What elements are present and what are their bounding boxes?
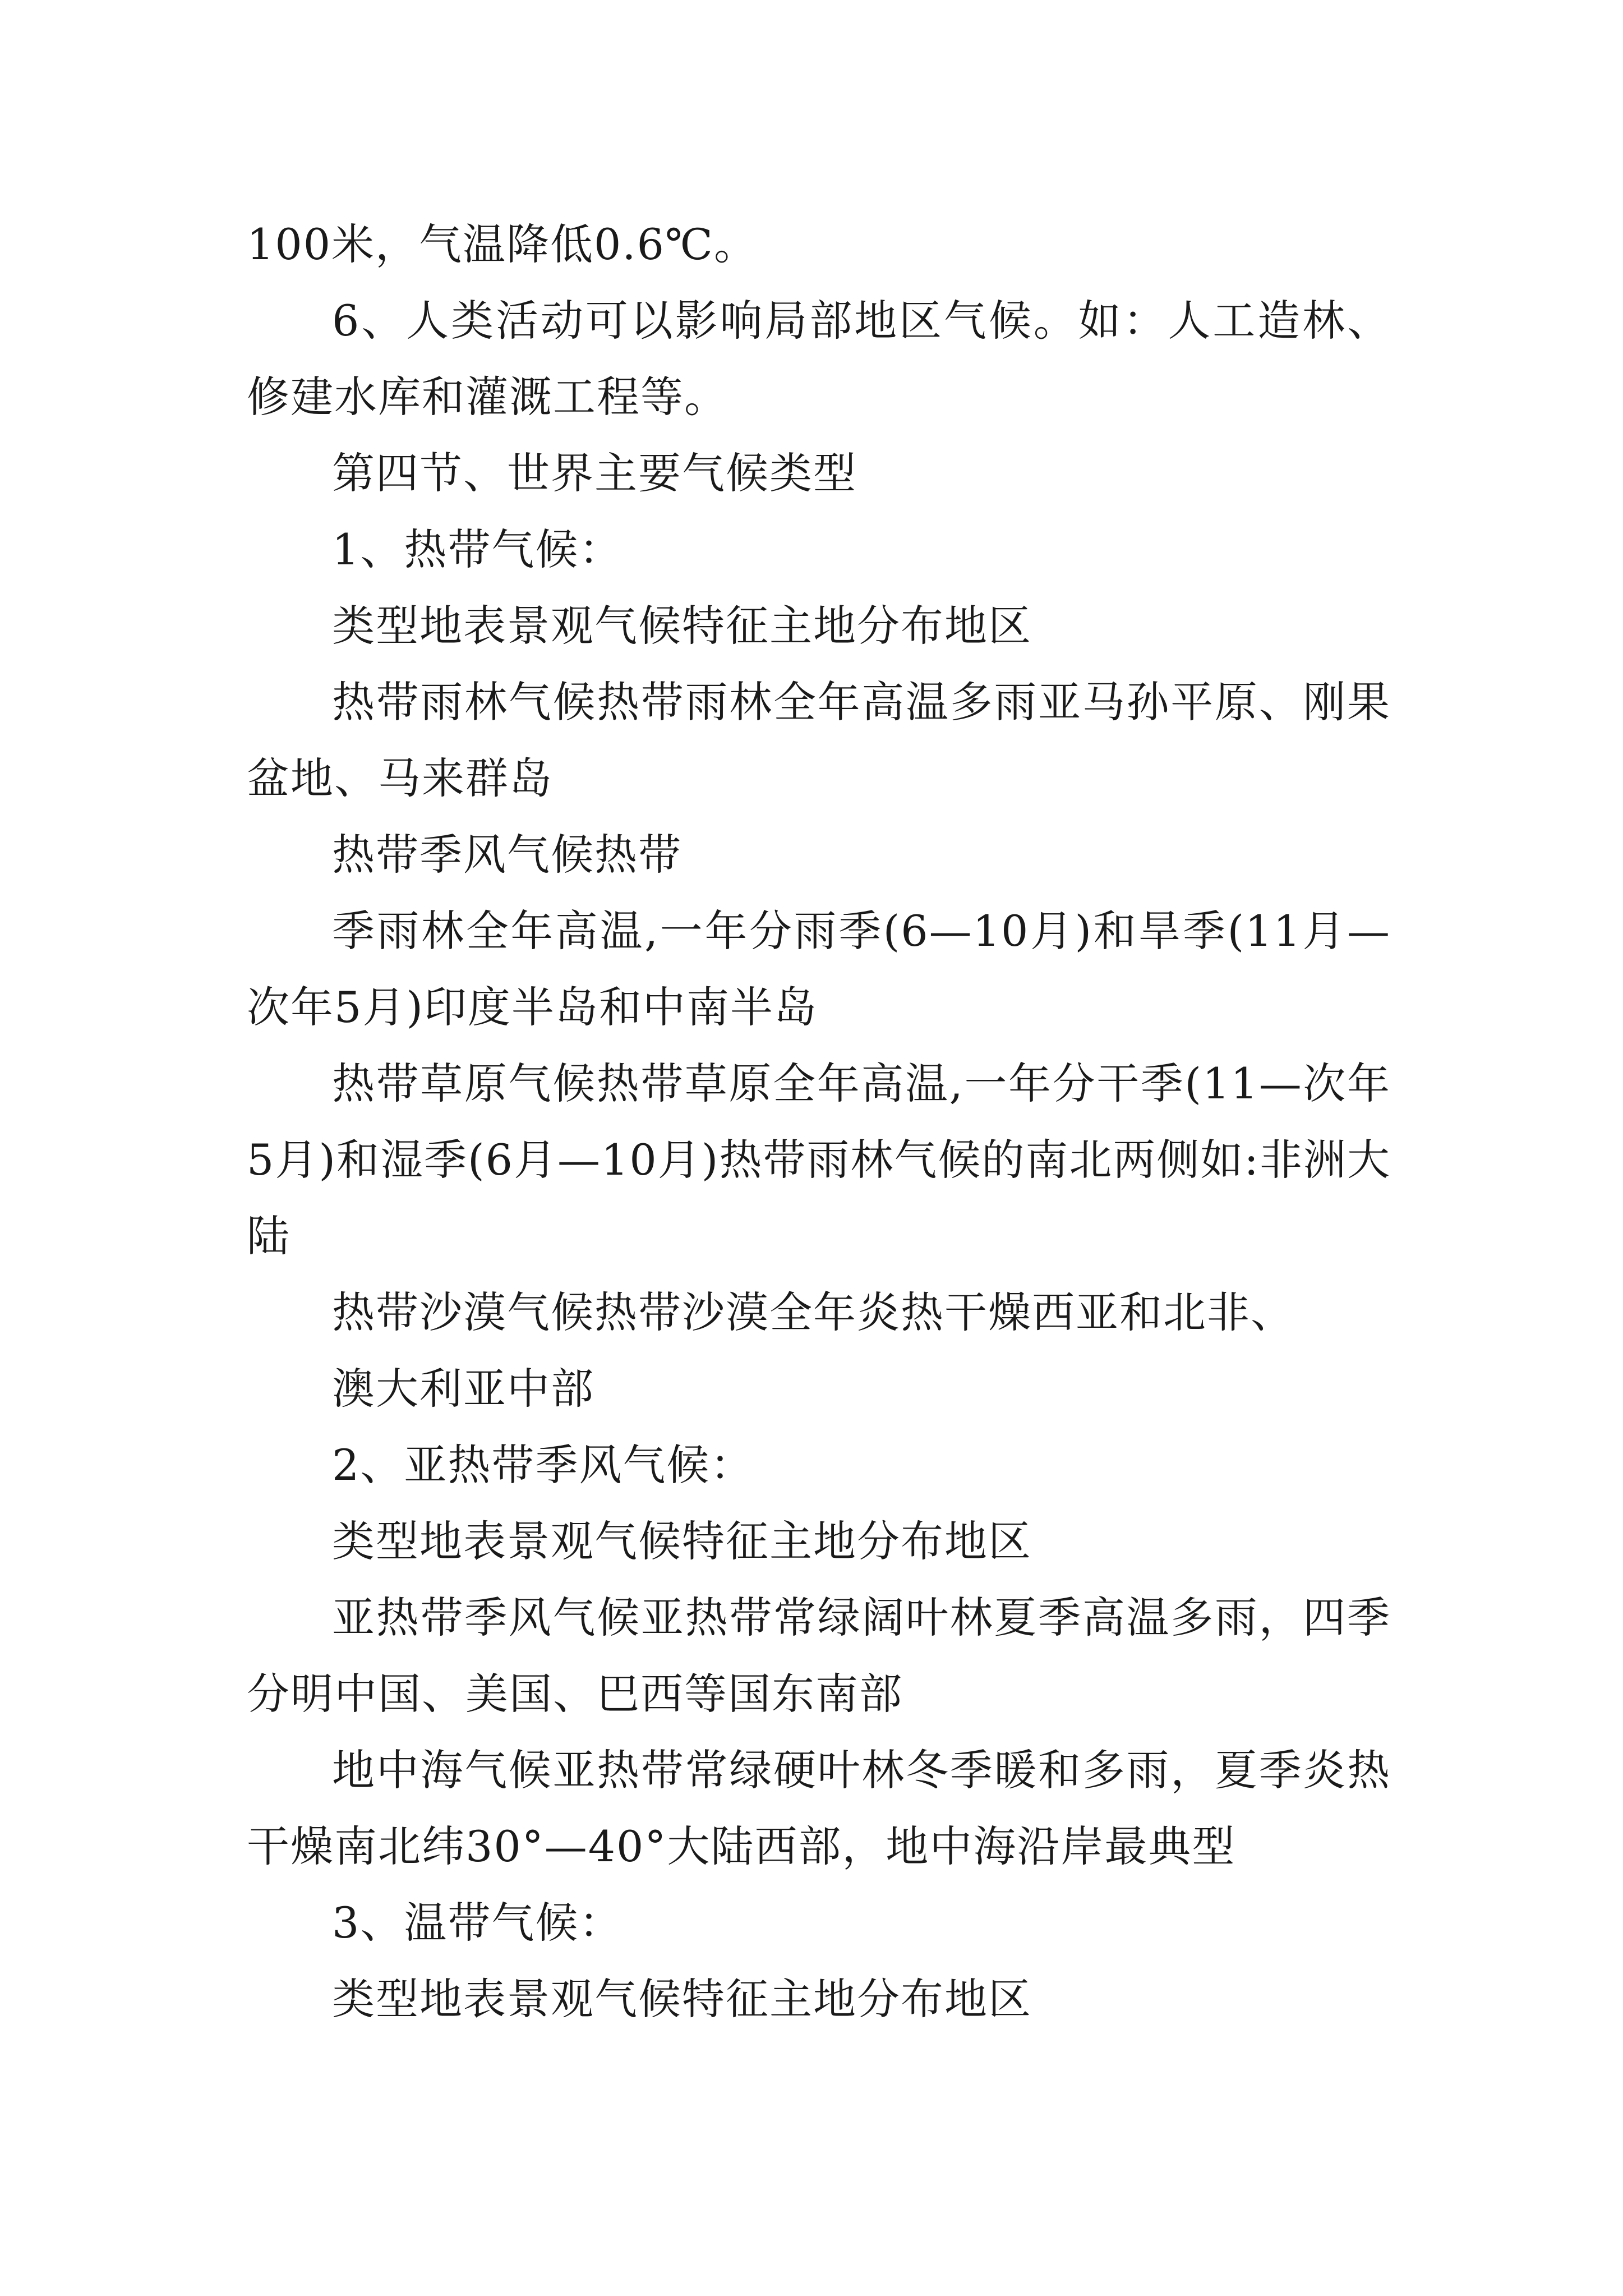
table-header-row: 类型地表景观气候特征主地分布地区 <box>332 1974 1032 2024</box>
paragraph: 热带季风气候热带 <box>332 830 682 880</box>
paragraph: 100米，气温降低0.6℃。 <box>247 219 758 269</box>
table-header-row: 类型地表景观气候特征主地分布地区 <box>332 601 1032 651</box>
paragraph: 6、人类活动可以影响局部地区气候。如：人工造林、修建水库和灌溉工程等。 <box>247 296 1391 422</box>
paragraph: 季雨林全年高温,一年分雨季(6—10月)和旱季(11月—次年5月)印度半岛和中南半岛 <box>247 906 1391 1032</box>
paragraph: 亚热带季风气候亚热带常绿阔叶林夏季高温多雨，四季分明中国、美国、巴西等国东南部 <box>247 1593 1391 1719</box>
subsection-heading: 1、热带气候： <box>332 524 623 574</box>
paragraph: 热带沙漠气候热带沙漠全年炎热干燥西亚和北非、 <box>332 1287 1294 1337</box>
paragraph: 热带雨林气候热带雨林全年高温多雨亚马孙平原、刚果盆地、马来群岛 <box>247 677 1391 803</box>
table-header-row: 类型地表景观气候特征主地分布地区 <box>332 1516 1032 1566</box>
paragraph: 地中海气候亚热带常绿硬叶林冬季暖和多雨，夏季炎热干燥南北纬30°—40°大陆西部，地中海沿岸最典型 <box>247 1745 1391 1871</box>
subsection-heading: 2、亚热带季风气候： <box>332 1440 754 1490</box>
document-body <box>247 206 1391 2037</box>
paragraph: 澳大利亚中部 <box>332 1364 594 1414</box>
section-heading: 第四节、世界主要气候类型 <box>332 448 857 498</box>
paragraph: 热带草原气候热带草原全年高温,一年分干季(11—次年5月)和湿季(6月—10月)热带雨林气候的南北两侧如:非洲大陆 <box>247 1059 1391 1261</box>
subsection-heading: 3、温带气候： <box>332 1898 623 1948</box>
